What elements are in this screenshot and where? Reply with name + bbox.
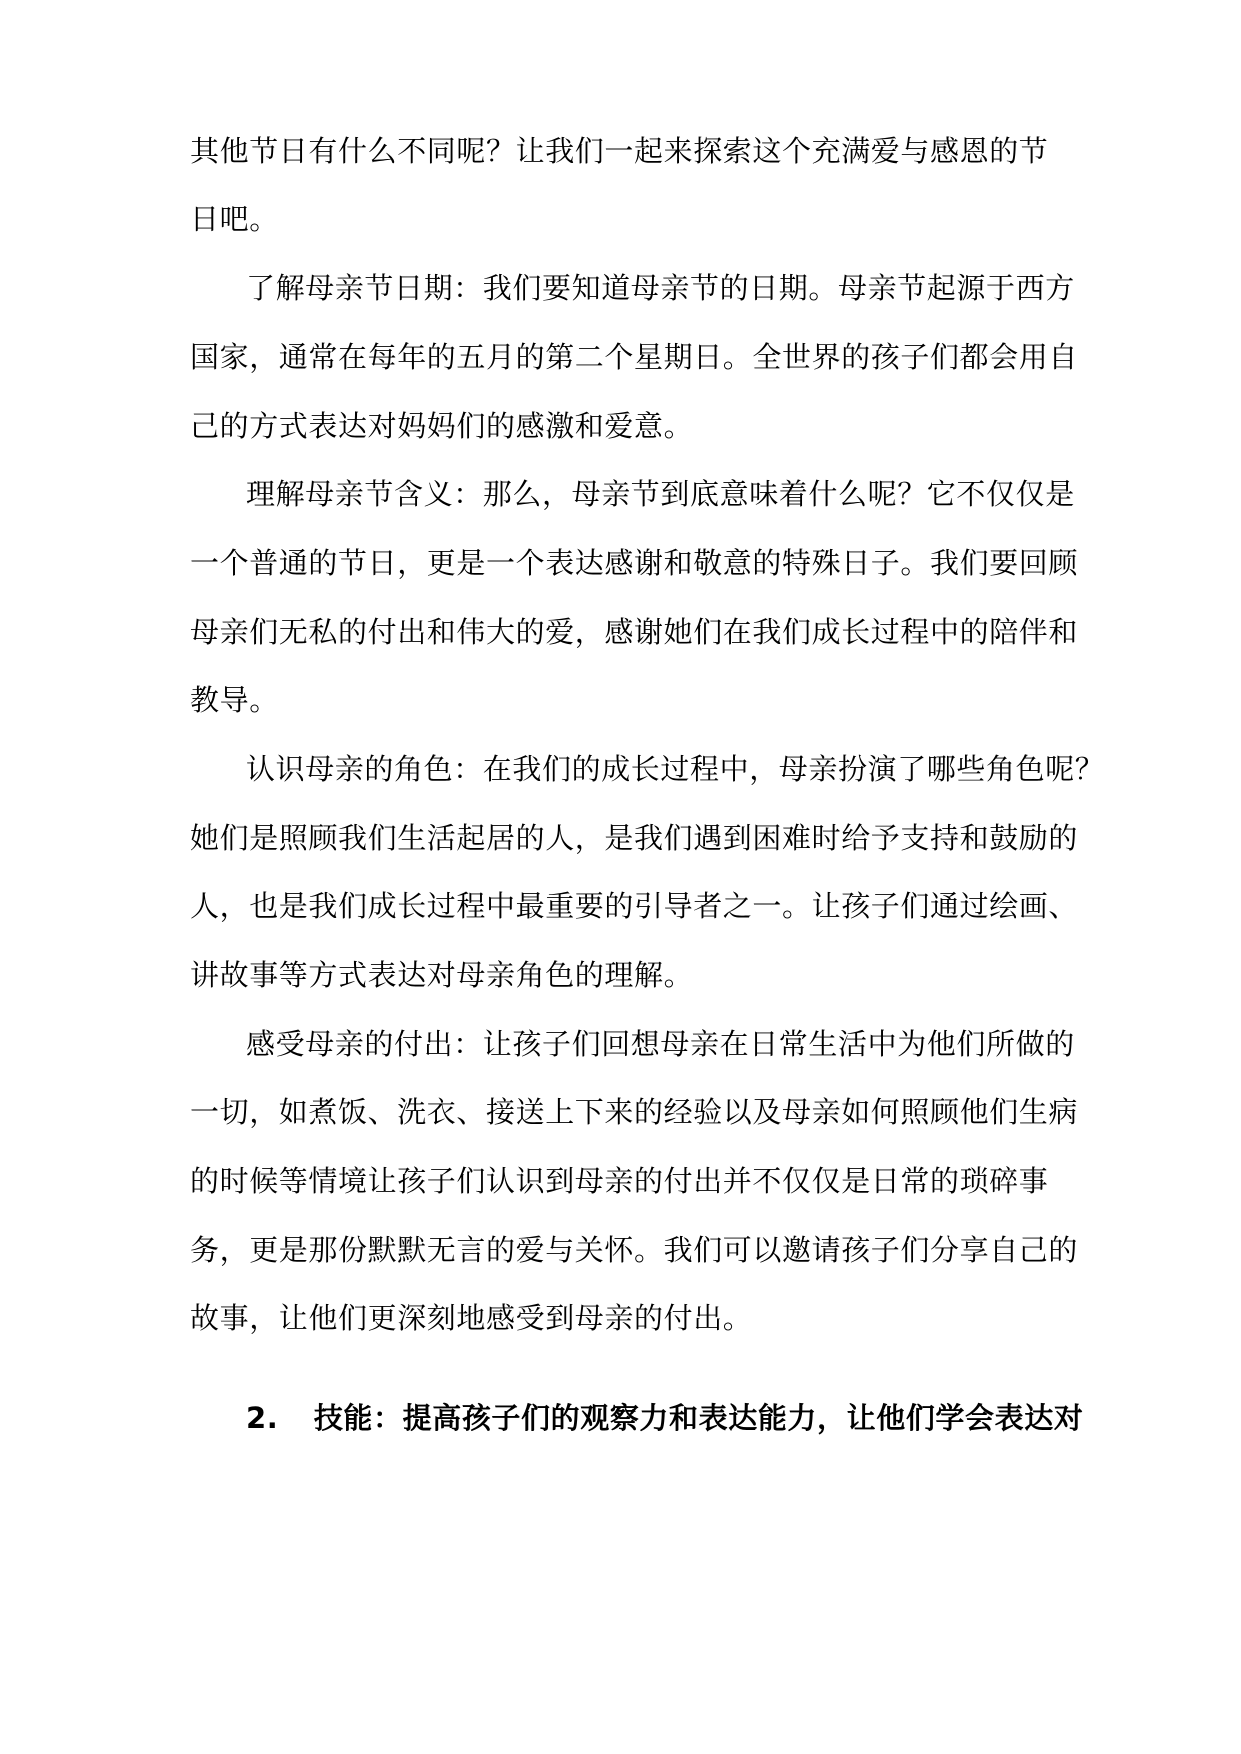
paragraph-4-line-2: 她们是照顾我们生活起居的人，是我们遇到困难时给予支持和鼓励的: [190, 821, 1079, 855]
paragraph-2-line-1: 了解母亲节日期：我们要知道母亲节的日期。母亲节起源于西方: [246, 271, 1075, 305]
section-heading-text: 技能：提高孩子们的观察力和表达能力，让他们学会表达对: [313, 1401, 1084, 1435]
paragraph-5-line-5: 故事，让他们更深刻地感受到母亲的付出。: [190, 1301, 753, 1335]
paragraph-5-line-4: 务，更是那份默默无言的爱与关怀。我们可以邀请孩子们分享自己的: [190, 1233, 1079, 1267]
paragraph-5-line-2: 一切，如煮饭、洗衣、接送上下来的经验以及母亲如何照顾他们生病: [190, 1095, 1079, 1129]
paragraph-3-line-2: 一个普通的节日，更是一个表达感谢和敬意的特殊日子。我们要回顾: [190, 546, 1079, 580]
section-heading: [246, 1400, 1084, 1436]
paragraph-2-line-2: 国家，通常在每年的五月的第二个星期日。全世界的孩子们都会用自: [190, 340, 1079, 374]
paragraph-1-line-1: 其他节日有什么不同呢？让我们一起来探索这个充满爱与感恩的节: [190, 134, 1049, 168]
paragraph-4-line-4: 讲故事等方式表达对母亲角色的理解。: [190, 958, 694, 992]
paragraph-1-line-2: 日吧。: [190, 202, 279, 236]
paragraph-3-line-4: 教导。: [190, 683, 279, 717]
paragraph-3-line-1: 理解母亲节含义：那么，母亲节到底意味着什么呢？它不仅仅是: [246, 477, 1075, 511]
paragraph-5-line-1: 感受母亲的付出：让孩子们回想母亲在日常生活中为他们所做的: [246, 1027, 1075, 1061]
paragraph-5-line-3: 的时候等情境让孩子们认识到母亲的付出并不仅仅是日常的琐碎事: [190, 1164, 1049, 1198]
paragraph-4-line-3: 人，也是我们成长过程中最重要的引导者之一。让孩子们通过绘画、: [190, 889, 1079, 923]
paragraph-4-line-1: 认识母亲的角色：在我们的成长过程中，母亲扮演了哪些角色呢？: [246, 752, 1105, 786]
paragraph-3-line-3: 母亲们无私的付出和伟大的爱，感谢她们在我们成长过程中的陪伴和: [190, 615, 1079, 649]
section-heading-number: 2.: [246, 1401, 279, 1435]
paragraph-2-line-3: 己的方式表达对妈妈们的感激和爱意。: [190, 409, 694, 443]
